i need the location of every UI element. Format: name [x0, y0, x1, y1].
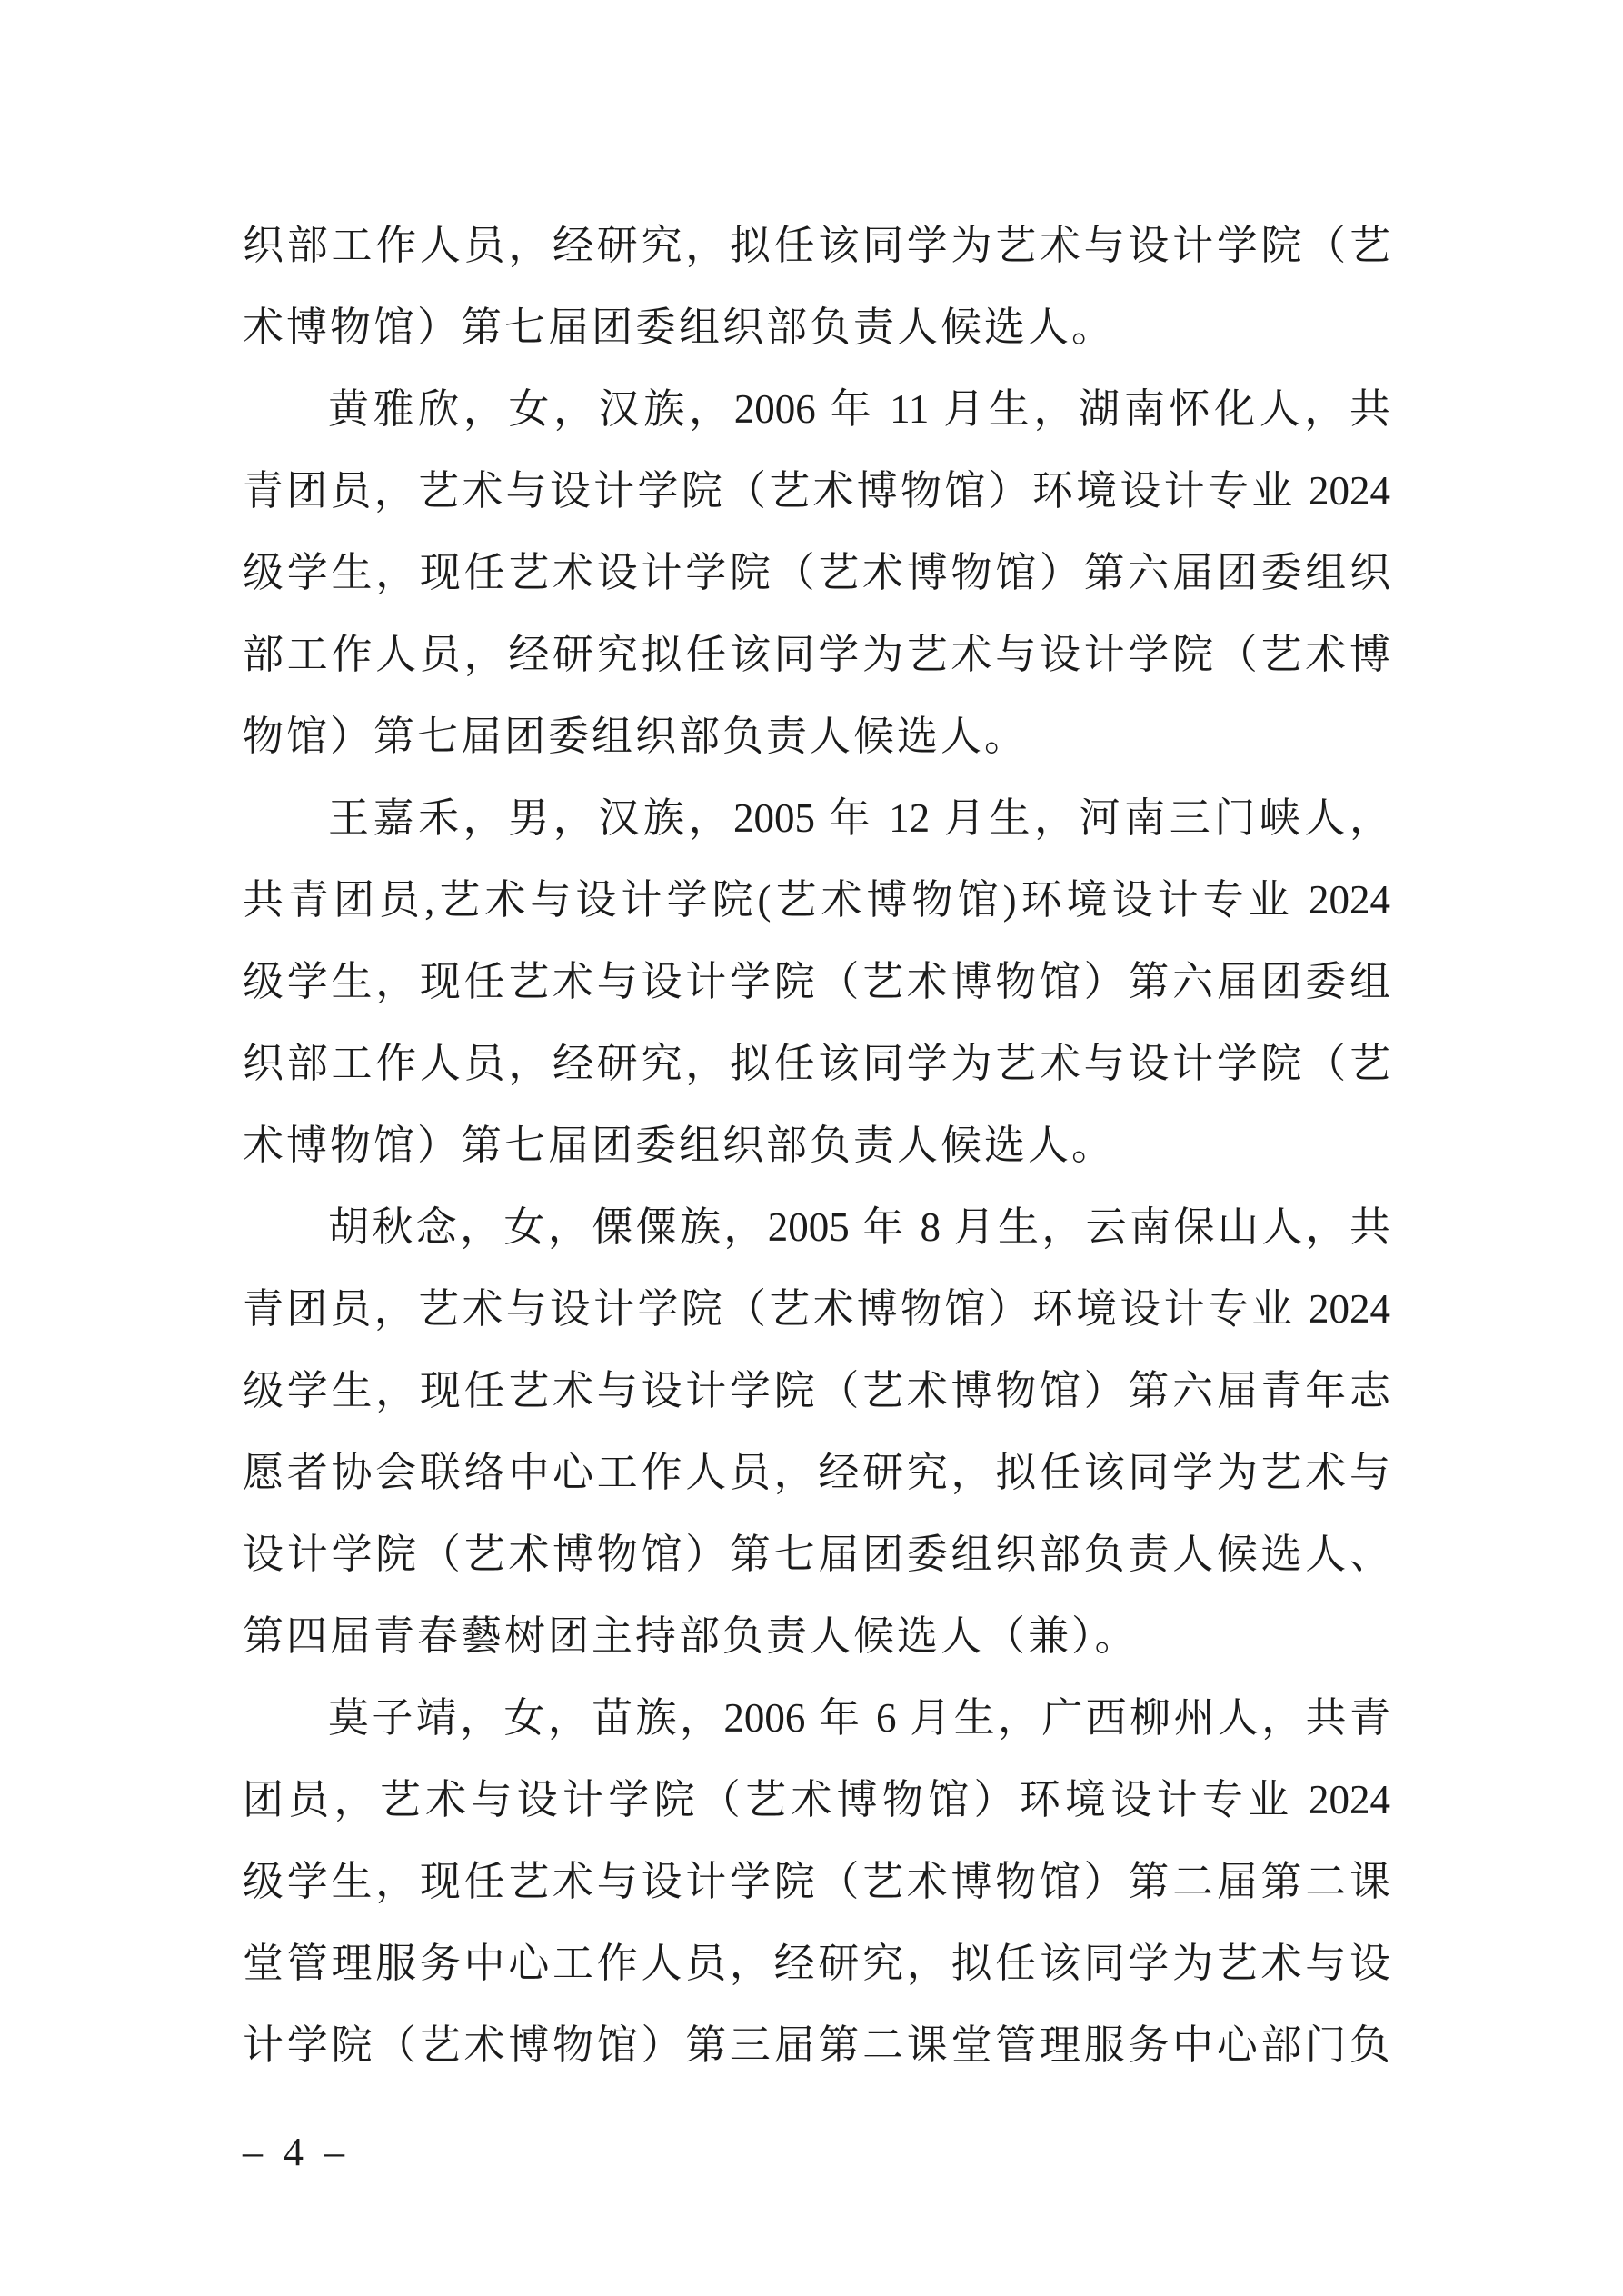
text-line: 级学生，现任艺术与设计学院（艺术博物馆）第二届第二课 — [243, 1859, 1390, 1904]
document-body — [243, 205, 1390, 2086]
text-line: 级学生，现任艺术设计学院（艺术博物馆）第六届团委组织 — [243, 550, 1390, 595]
text-line: 物馆）第七届团委组织部负责人候选人。 — [243, 714, 1029, 759]
text-line: 设计学院（艺术博物馆）第七届团委组织部负责人候选人、 — [243, 1532, 1390, 1577]
text-line: 术博物馆）第七届团委组织部负责人候选人。 — [243, 1123, 1116, 1168]
text-line: 织部工作人员，经研究，拟任该同学为艺术与设计学院（艺 — [243, 223, 1390, 268]
text-line: 计学院（艺术博物馆）第三届第二课堂管理服务中心部门负 — [243, 2022, 1390, 2068]
text-line: 胡秋念，女，傈僳族，2005 年 8 月生，云南保山人，共 — [328, 1204, 1390, 1250]
text-line: 织部工作人员，经研究，拟任该同学为艺术与设计学院（艺 — [243, 1041, 1390, 1086]
text-line: 堂管理服务中心工作人员，经研究，拟任该同学为艺术与设 — [243, 1941, 1390, 1986]
text-line: 团员，艺术与设计学院（艺术博物馆）环境设计专业 2024 — [243, 1777, 1390, 1822]
text-line: 莫子靖，女，苗族，2006 年 6 月生，广西柳州人，共青 — [328, 1695, 1390, 1741]
text-line: 级学生，现任艺术与设计学院（艺术博物馆）第六届团委组 — [243, 959, 1390, 1004]
text-line: 王嘉禾，男，汉族，2005 年 12 月生，河南三门峡人， — [328, 795, 1390, 841]
text-line: 愿者协会联络中心工作人员，经研究，拟任该同学为艺术与 — [243, 1450, 1390, 1495]
text-line: 青团员，艺术与设计学院（艺术博物馆）环境设计专业 2024 — [243, 1286, 1390, 1332]
page-number: – 4 – — [243, 2130, 350, 2174]
text-line: 青团员，艺术与设计学院（艺术博物馆）环境设计专业 2024 — [243, 468, 1390, 514]
text-line: 第四届青春藝树团主持部负责人候选人（兼）。 — [243, 1613, 1139, 1659]
text-line: 共青团员,艺术与设计学院(艺术博物馆)环境设计专业 2024 — [243, 877, 1390, 923]
text-line: 黄雅欣，女，汉族，2006 年 11 月生，湖南怀化人，共 — [328, 386, 1390, 432]
text-line: 级学生，现任艺术与设计学院（艺术博物馆）第六届青年志 — [243, 1368, 1390, 1413]
text-line: 部工作人员，经研究拟任该同学为艺术与设计学院（艺术博 — [243, 632, 1390, 677]
text-line: 术博物馆）第七届团委组织部负责人候选人。 — [243, 304, 1116, 350]
